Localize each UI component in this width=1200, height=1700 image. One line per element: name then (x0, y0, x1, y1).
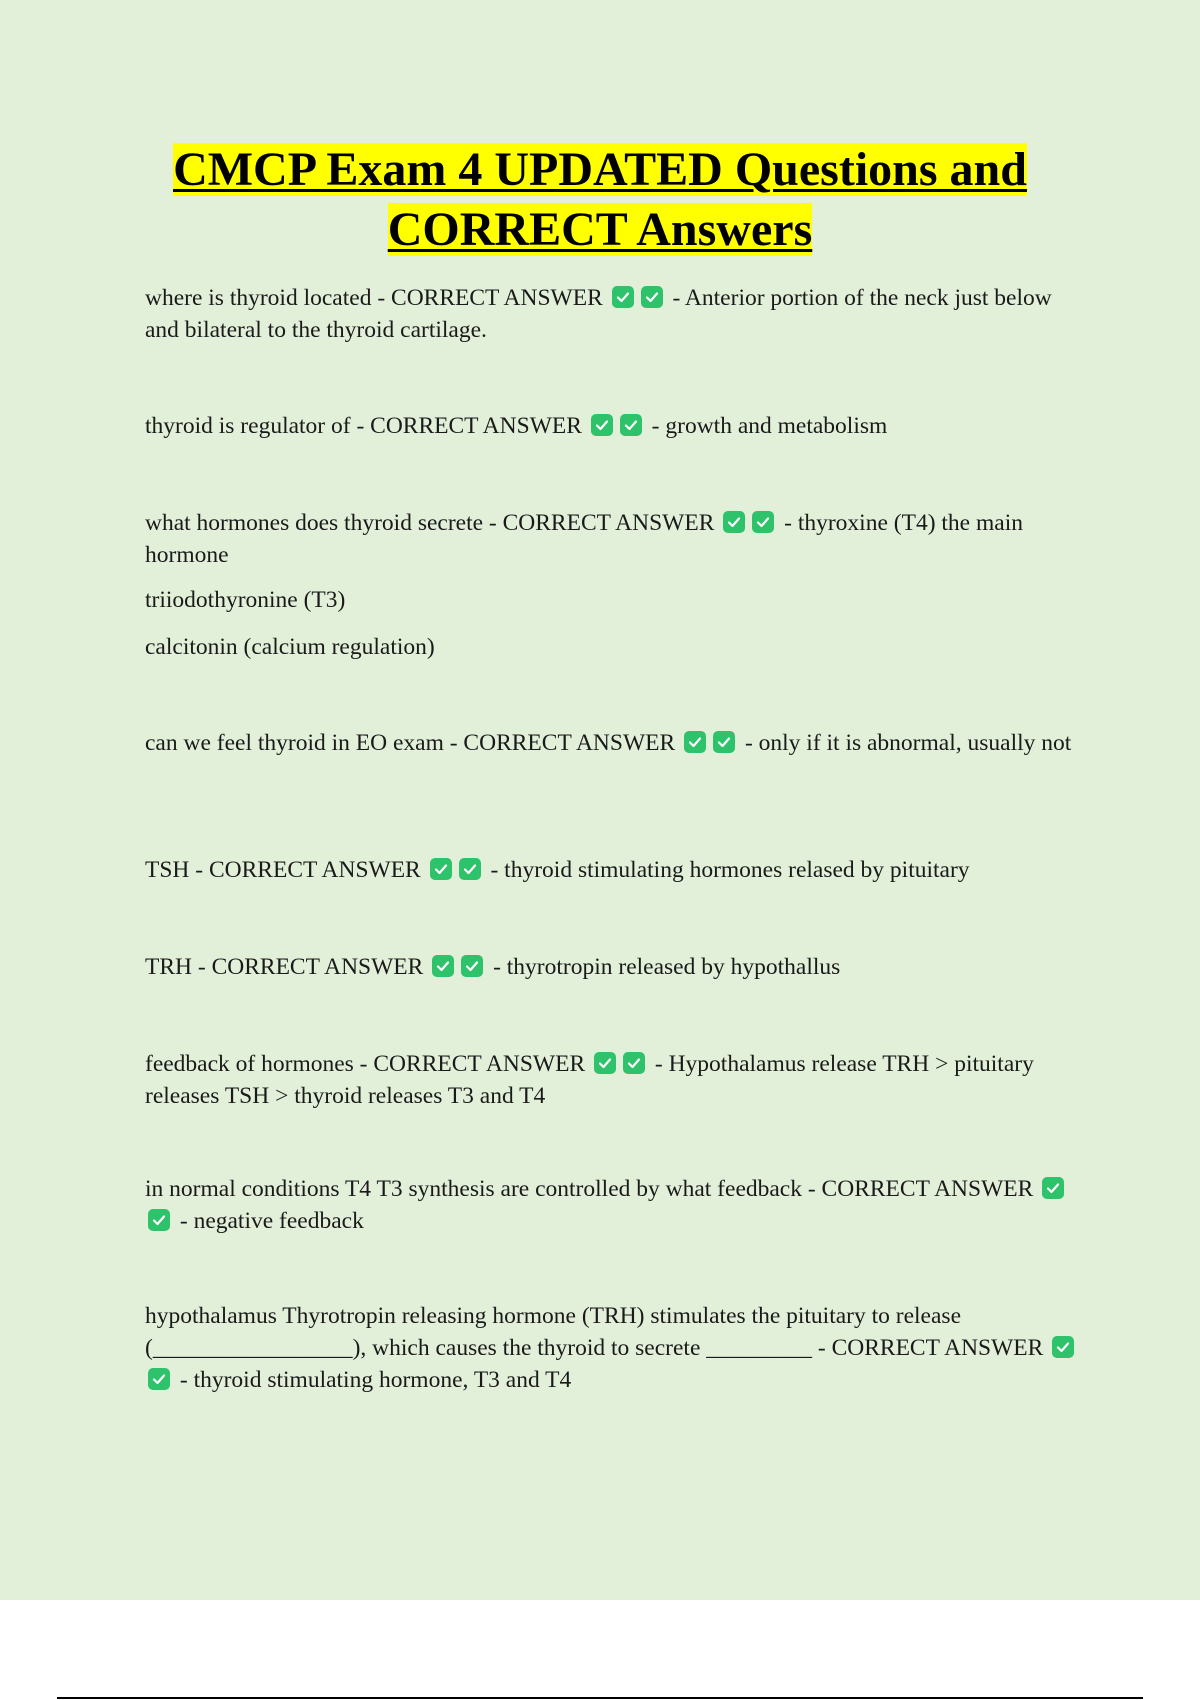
answer-text: - thyroid stimulating hormones relased by pituitary (490, 857, 970, 883)
question-text: what hormones does thyroid secrete - CORRECT ANSWER (145, 510, 715, 536)
question-text: can we feel thyroid in EO exam - CORRECT ANSWER (145, 730, 676, 756)
check-badge-icon (148, 1209, 170, 1231)
check-badge-icon (612, 286, 634, 308)
question-text: thyroid is regulator of - CORRECT ANSWER (145, 413, 582, 439)
answer-text: - Anterior portion of the neck just below and bilateral to the thyroid cartilage. (145, 285, 1052, 343)
question-text: in normal conditions T4 T3 synthesis are controlled by what feedback - CORRECT ANSWER (145, 1176, 1034, 1202)
check-badge-icon (591, 414, 613, 436)
check-badge-icon (461, 955, 483, 977)
question-text: where is thyroid located - CORRECT ANSWER (145, 285, 603, 311)
check-badge-icon (713, 731, 735, 753)
answer-text: - Hypothalamus release TRH > pituitary releases TSH > thyroid releases T3 and T4 (145, 1051, 1034, 1109)
answer-text: - growth and metabolism (651, 413, 888, 439)
qa-item (145, 282, 1085, 346)
answer-extra-line: calcitonin (calcium regulation) (145, 634, 435, 660)
check-badge-icon (430, 858, 452, 880)
question-text: TRH - CORRECT ANSWER (145, 954, 424, 980)
qa-item (145, 410, 1085, 442)
footer-divider (57, 1697, 1143, 1699)
qa-item (145, 951, 1085, 983)
question-text: hypothalamus Thyrotropin releasing hormone (TRH) stimulates the pituitary to release (_________________), which causes the thyroid to secrete _________ - CORRECT ANSWER (145, 1303, 1044, 1361)
title-line-1: CMCP Exam 4 UPDATED Questions and (173, 143, 1027, 196)
check-badge-icon (1042, 1177, 1064, 1199)
check-badge-icon (1052, 1336, 1074, 1358)
check-badge-icon (620, 414, 642, 436)
qa-item (145, 507, 1085, 571)
question-text: feedback of hormones - CORRECT ANSWER (145, 1051, 586, 1077)
qa-item (145, 1173, 1085, 1237)
answer-text: - only if it is abnormal, usually not (744, 730, 1072, 756)
title-line-2: CORRECT Answers (387, 203, 813, 256)
answer-text: - thyroxine (T4) the main hormone (145, 510, 1023, 568)
answer-text: - thyrotropin released by hypothallus (493, 954, 841, 980)
answer-extra-line: triiodothyronine (T3) (145, 587, 346, 613)
answer-text: - negative feedback (179, 1208, 364, 1234)
check-badge-icon (459, 858, 481, 880)
check-badge-icon (723, 511, 745, 533)
check-badge-icon (684, 731, 706, 753)
check-badge-icon (594, 1052, 616, 1074)
question-text: TSH - CORRECT ANSWER (145, 857, 421, 883)
check-badge-icon (432, 955, 454, 977)
qa-item (145, 854, 1085, 886)
answer-text: - thyroid stimulating hormone, T3 and T4 (179, 1367, 572, 1393)
check-badge-icon (148, 1368, 170, 1390)
check-badge-icon (752, 511, 774, 533)
qa-item (145, 727, 1085, 759)
check-badge-icon (641, 286, 663, 308)
check-badge-icon (623, 1052, 645, 1074)
document-title (100, 140, 1100, 260)
qa-item (145, 1048, 1085, 1112)
qa-item (145, 1300, 1085, 1396)
